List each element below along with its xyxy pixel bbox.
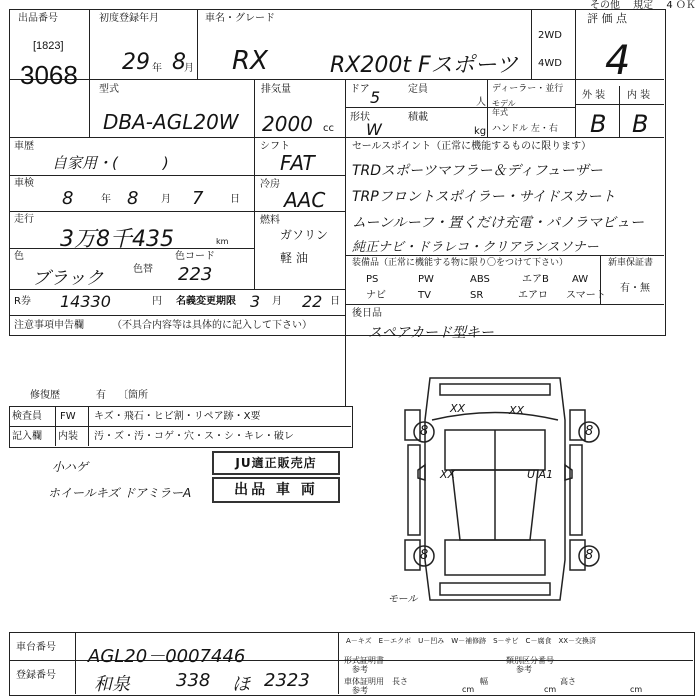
- color-change-label: 色替: [133, 264, 153, 275]
- cm-1: cm: [462, 685, 475, 694]
- score: 4: [605, 38, 631, 84]
- rear-label: 後日品: [352, 308, 382, 319]
- length-label: 長さ: [392, 677, 408, 686]
- load-label: 積載: [408, 112, 428, 123]
- mileage: 3万8千435: [60, 227, 174, 252]
- handle-label: ハンドル 左・右: [492, 124, 558, 134]
- capacity-label: 定員: [408, 84, 428, 95]
- deadline-month-unit: 月: [272, 296, 282, 307]
- height-label: 高さ: [560, 677, 576, 686]
- insp-year-unit: 年: [101, 194, 111, 205]
- reg-area: 和泉: [94, 674, 130, 695]
- ac: AAC: [284, 188, 326, 212]
- cert-label: 形式証明書: [344, 656, 384, 665]
- displacement: 2000: [262, 112, 313, 136]
- fw-line: キズ・飛石・ヒビ割・リペア跡・X要: [94, 411, 261, 422]
- exterior-label: 外 装: [582, 90, 606, 101]
- insp-day: 7: [192, 188, 204, 209]
- first-reg-label: 初度登録年月: [99, 13, 159, 24]
- model-label: 型式: [99, 84, 119, 95]
- caution-hint: （不具合内容等は具体的に記入して下さい）: [112, 320, 312, 331]
- model-year-label: モデル 年式: [492, 99, 516, 117]
- mark-hood: XX: [509, 404, 525, 417]
- month-unit: 月: [184, 63, 194, 74]
- mark-front-left-wheel: 8: [420, 424, 429, 439]
- insp-month-unit: 月: [161, 194, 171, 205]
- rear-value: スペアカード型キー: [368, 325, 494, 341]
- size-ref: 参考: [352, 686, 368, 695]
- mileage-label: 走行: [14, 214, 34, 225]
- sales-line-1: TRDスポーツマフラー＆ディフューザー: [352, 163, 603, 179]
- score-label: 評 価 点: [587, 12, 627, 25]
- sales-line-2: TRPフロントスポイラー・サイドスカート: [352, 189, 616, 205]
- shape-label: 形状: [350, 112, 370, 123]
- equip-5: AW: [572, 274, 589, 285]
- repair-label: 修復歴: [30, 390, 60, 401]
- width-label: 幅: [480, 677, 488, 686]
- caution-label: 注意事項申告欄: [14, 320, 84, 331]
- mark-front-left: XX: [450, 402, 466, 415]
- repair-location: 〔箇所: [118, 390, 148, 401]
- mark-molding: モール: [388, 594, 418, 605]
- inspection-label: 車検: [14, 178, 34, 189]
- repair-value: 有: [96, 390, 106, 401]
- make: RX: [232, 46, 268, 76]
- inspector-label-1: 検査員: [12, 411, 42, 422]
- mark-front-right-wheel: 8: [585, 424, 594, 439]
- doors: 5: [370, 88, 381, 107]
- size-label: 車体証明用: [344, 677, 384, 686]
- dealer-label: ディーラー・並行: [492, 84, 564, 94]
- fw-label: FW: [60, 411, 76, 422]
- new-car-label: 新車保証書: [608, 258, 654, 268]
- color: ブラック: [32, 268, 104, 289]
- color-code-label: 色コード: [175, 251, 215, 262]
- drive-2wd: 2WD: [538, 30, 562, 41]
- yen-unit: 円: [152, 296, 162, 307]
- inspector-note-1: 小ハゲ: [52, 460, 89, 474]
- equip-2: PW: [418, 274, 434, 285]
- cm-2: cm: [544, 685, 557, 694]
- insp-year: 8: [62, 188, 74, 209]
- equip-6: ナビ: [366, 290, 386, 301]
- deadline-day-unit: 日: [330, 296, 340, 307]
- fuel-opt2: 軽 油: [280, 251, 308, 265]
- equip-10: スマート: [566, 290, 606, 301]
- sub-ref: 類別区分番号: [506, 656, 554, 665]
- doors-label: ドア: [350, 84, 370, 95]
- chassis-label: 車台番号: [16, 642, 56, 653]
- deadline-day: 22: [302, 292, 323, 311]
- equip-9: エアロ: [518, 290, 548, 301]
- load-unit: kg: [474, 126, 487, 137]
- reg-number: 2323: [264, 670, 310, 691]
- reg-class: 338: [176, 670, 211, 691]
- interior-grade: B: [632, 110, 649, 138]
- damage-legend: A－キズ E－エクボ U－凹み W－補修跡 S－サビ C－腐食 XX－交換済: [346, 637, 597, 645]
- equip-1: PS: [366, 274, 379, 285]
- reg-label: 登録番号: [16, 670, 56, 681]
- lot-code: [1823]: [33, 40, 64, 52]
- color-label: 色: [14, 251, 24, 262]
- inspector-label-2: 記入欄: [12, 431, 42, 442]
- model: DBA-AGL20W: [103, 110, 239, 134]
- vehicle-stamp: 出品 車 両: [212, 477, 340, 503]
- make-grade-label: 車名・グレード: [205, 13, 275, 24]
- cm-3: cm: [630, 685, 643, 694]
- shift-label: シフト: [260, 141, 290, 152]
- mark-right-side: U A1: [527, 468, 554, 481]
- sub-ref-2: 参考: [516, 665, 532, 674]
- km-unit: km: [216, 237, 229, 246]
- insp-day-unit: 日: [230, 194, 240, 205]
- top-fragment: その他 規定 4 ＯＫ: [590, 0, 696, 11]
- equip-3: ABS: [470, 274, 490, 285]
- equip-7: TV: [418, 290, 431, 301]
- ac-label: 冷房: [260, 179, 280, 190]
- capacity-unit: 人: [476, 97, 486, 108]
- recycle-label: R券: [14, 296, 31, 307]
- equip-8: SR: [470, 290, 484, 301]
- exterior-grade: B: [590, 110, 607, 138]
- equip-4: エアB: [522, 274, 549, 285]
- insp-month: 8: [127, 188, 139, 209]
- equipment-label: 装備品（正常に機能する物に限り〇をつけて下さい）: [352, 258, 569, 268]
- deadline-month: 3: [250, 292, 261, 311]
- reg-month: 8: [172, 50, 186, 75]
- drive-4wd: 4WD: [538, 58, 562, 69]
- history-label: 車歴: [14, 141, 34, 152]
- history-value: 自家用・( ): [52, 154, 169, 172]
- year-unit: 年: [152, 63, 162, 74]
- shape: W: [366, 120, 382, 139]
- mark-left-side: XX: [440, 468, 456, 481]
- dealer-stamp: JU適正販売店: [212, 451, 340, 475]
- deadline-label: 名義変更期限: [176, 296, 236, 307]
- mark-rear-left-wheel: 8: [420, 548, 429, 563]
- sales-label: セールスポイント（正常に機能するものに限ります）: [352, 141, 592, 152]
- lot-label: 出品番号: [18, 13, 58, 24]
- grade: RX200t Fスポーツ: [330, 53, 518, 78]
- sales-line-4: 純正ナビ・ドラレコ・クリアランスソナー: [352, 240, 599, 255]
- sales-line-3: ムーンルーフ・置くだけ充電・パノラマビュー: [352, 215, 644, 231]
- inspector-note-2: ホイールキズ ドアミラーA: [48, 486, 192, 500]
- mark-rear-right-wheel: 8: [585, 548, 594, 563]
- shift: FAT: [280, 151, 315, 175]
- interior-insp-line: 汚・ズ・汚・コゲ・穴・ス・シ・キレ・破レ: [94, 431, 294, 442]
- interior-label: 内 装: [627, 90, 651, 101]
- cc-unit: cc: [323, 123, 334, 134]
- chassis: AGL20－0007446: [88, 646, 246, 667]
- recycle-fee: 14330: [60, 292, 111, 311]
- fuel-opt1: ガソリン: [280, 228, 329, 242]
- cert-ref: 参考: [352, 665, 368, 674]
- color-code: 223: [178, 264, 213, 285]
- displacement-label: 排気量: [261, 84, 291, 95]
- warranty: 有・無: [620, 283, 650, 294]
- reg-year: 29: [122, 50, 150, 75]
- fuel-label: 燃料: [260, 215, 280, 226]
- interior-insp-label: 内装: [58, 431, 78, 442]
- lot-number: 3068: [20, 60, 78, 90]
- reg-kana: ほ: [232, 674, 250, 695]
